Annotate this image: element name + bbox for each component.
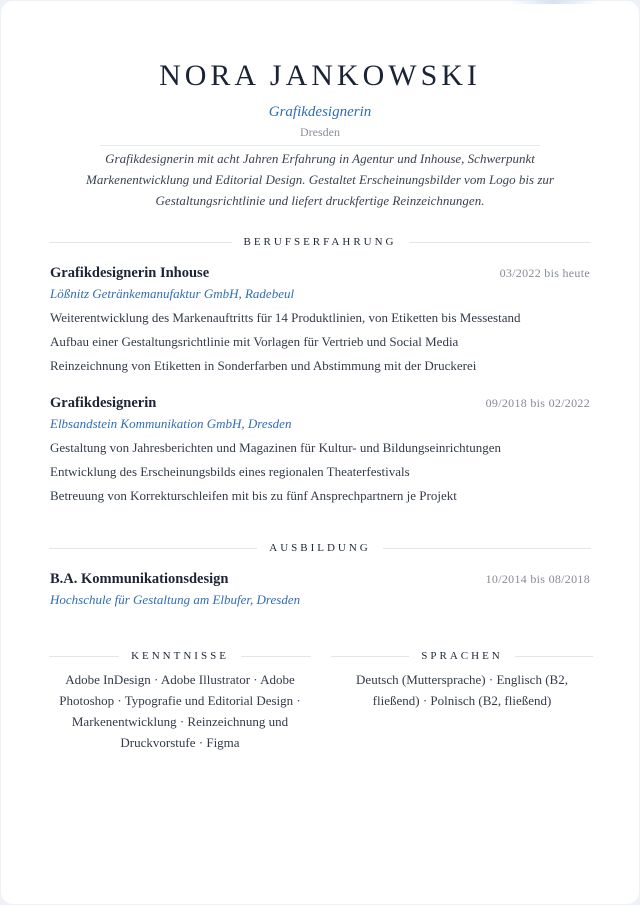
resume-page: [1, 1, 639, 904]
job-entry: [50, 393, 590, 508]
languages-list: Deutsch (Muttersprache) · Englisch (B2, fließend) · Polnisch (B2, fließend): [356, 672, 568, 708]
divider: [49, 656, 119, 657]
divider: [241, 656, 311, 657]
candidate-city: Dresden: [300, 125, 340, 139]
divider: [515, 656, 593, 657]
section-title: AUSBILDUNG: [269, 542, 371, 554]
job-bullets: [50, 436, 590, 508]
job-title: Grafikdesignerin: [50, 395, 157, 411]
skills-list: Adobe InDesign · Adobe Illustrator · Adobe Photoshop · Typografie und Editorial Design · Markenentwicklung · Reinzeichnung und Druckvorstufe · Figma: [59, 672, 301, 750]
divider: [409, 242, 592, 243]
job-employer: Elbsandstein Kommunikation GmbH, Dresden: [50, 416, 292, 431]
job-bullet: Weiterentwicklung des Markenauftritts für 14 Produktlinien, von Etiketten bis Messestand: [50, 310, 521, 325]
school-name: Hochschule für Gestaltung am Elbufer, Dresden: [50, 592, 301, 607]
education-dates: 10/2014 bis 08/2018: [485, 572, 590, 586]
job-title: Grafikdesignerin Inhouse: [50, 265, 210, 281]
job-bullet: Aufbau einer Gestaltungsrichtlinie mit Vorlagen für Vertrieb und Social Media: [50, 334, 459, 349]
skills-column: [49, 649, 311, 753]
candidate-role: Grafikdesignerin: [268, 104, 372, 120]
section-title: BERUFSERFAHRUNG: [243, 236, 397, 248]
job-bullet: Entwicklung des Erscheinungsbilds eines regionalen Theaterfestivals: [50, 464, 410, 479]
job-bullets: [50, 306, 590, 378]
resume-header: [1, 1, 639, 211]
job-dates: 09/2018 bis 02/2022: [485, 396, 590, 410]
experience-section-heading: [49, 235, 591, 249]
job-bullet: Reinzeichnung von Etiketten in Sonderfarben und Abstimmung mit der Druckerei: [50, 358, 477, 373]
divider: [49, 548, 257, 549]
job-bullet: Gestaltung von Jahresberichten und Magazinen für Kultur- und Bildungseinrichtungen: [50, 440, 502, 455]
divider: [49, 242, 232, 243]
job-bullet: Betreuung von Korrekturschleifen mit bis zu fünf Ansprechpartnern je Projekt: [50, 488, 457, 503]
education-section-heading: [49, 541, 591, 555]
degree-title: B.A. Kommunikationsdesign: [50, 571, 229, 587]
languages-section-heading: [331, 649, 593, 663]
page-highlight: [509, 0, 599, 4]
section-title: SPRACHEN: [421, 650, 503, 662]
job-dates: 03/2022 bis heute: [499, 266, 590, 280]
job-employer: Lößnitz Getränkemanufaktur GmbH, Radebeul: [50, 286, 295, 301]
section-title: KENNTNISSE: [131, 650, 229, 662]
divider: [331, 656, 409, 657]
education-entry: [50, 569, 590, 609]
summary-divider: [100, 145, 540, 146]
candidate-name: NORA JANKOWSKI: [159, 59, 481, 92]
languages-column: [331, 649, 593, 711]
profile-summary: Grafikdesignerin mit acht Jahren Erfahrung in Agentur und Inhouse, Schwerpunkt Markenentwicklung und Editorial Design. Gestaltet Erscheinungsbilder vom Logo bis zur Gestaltungsrichtlinie und liefert druckfertige Reinzeichnungen.: [86, 151, 554, 208]
job-entry: [50, 263, 590, 378]
skills-section-heading: [49, 649, 311, 663]
divider: [383, 548, 591, 549]
